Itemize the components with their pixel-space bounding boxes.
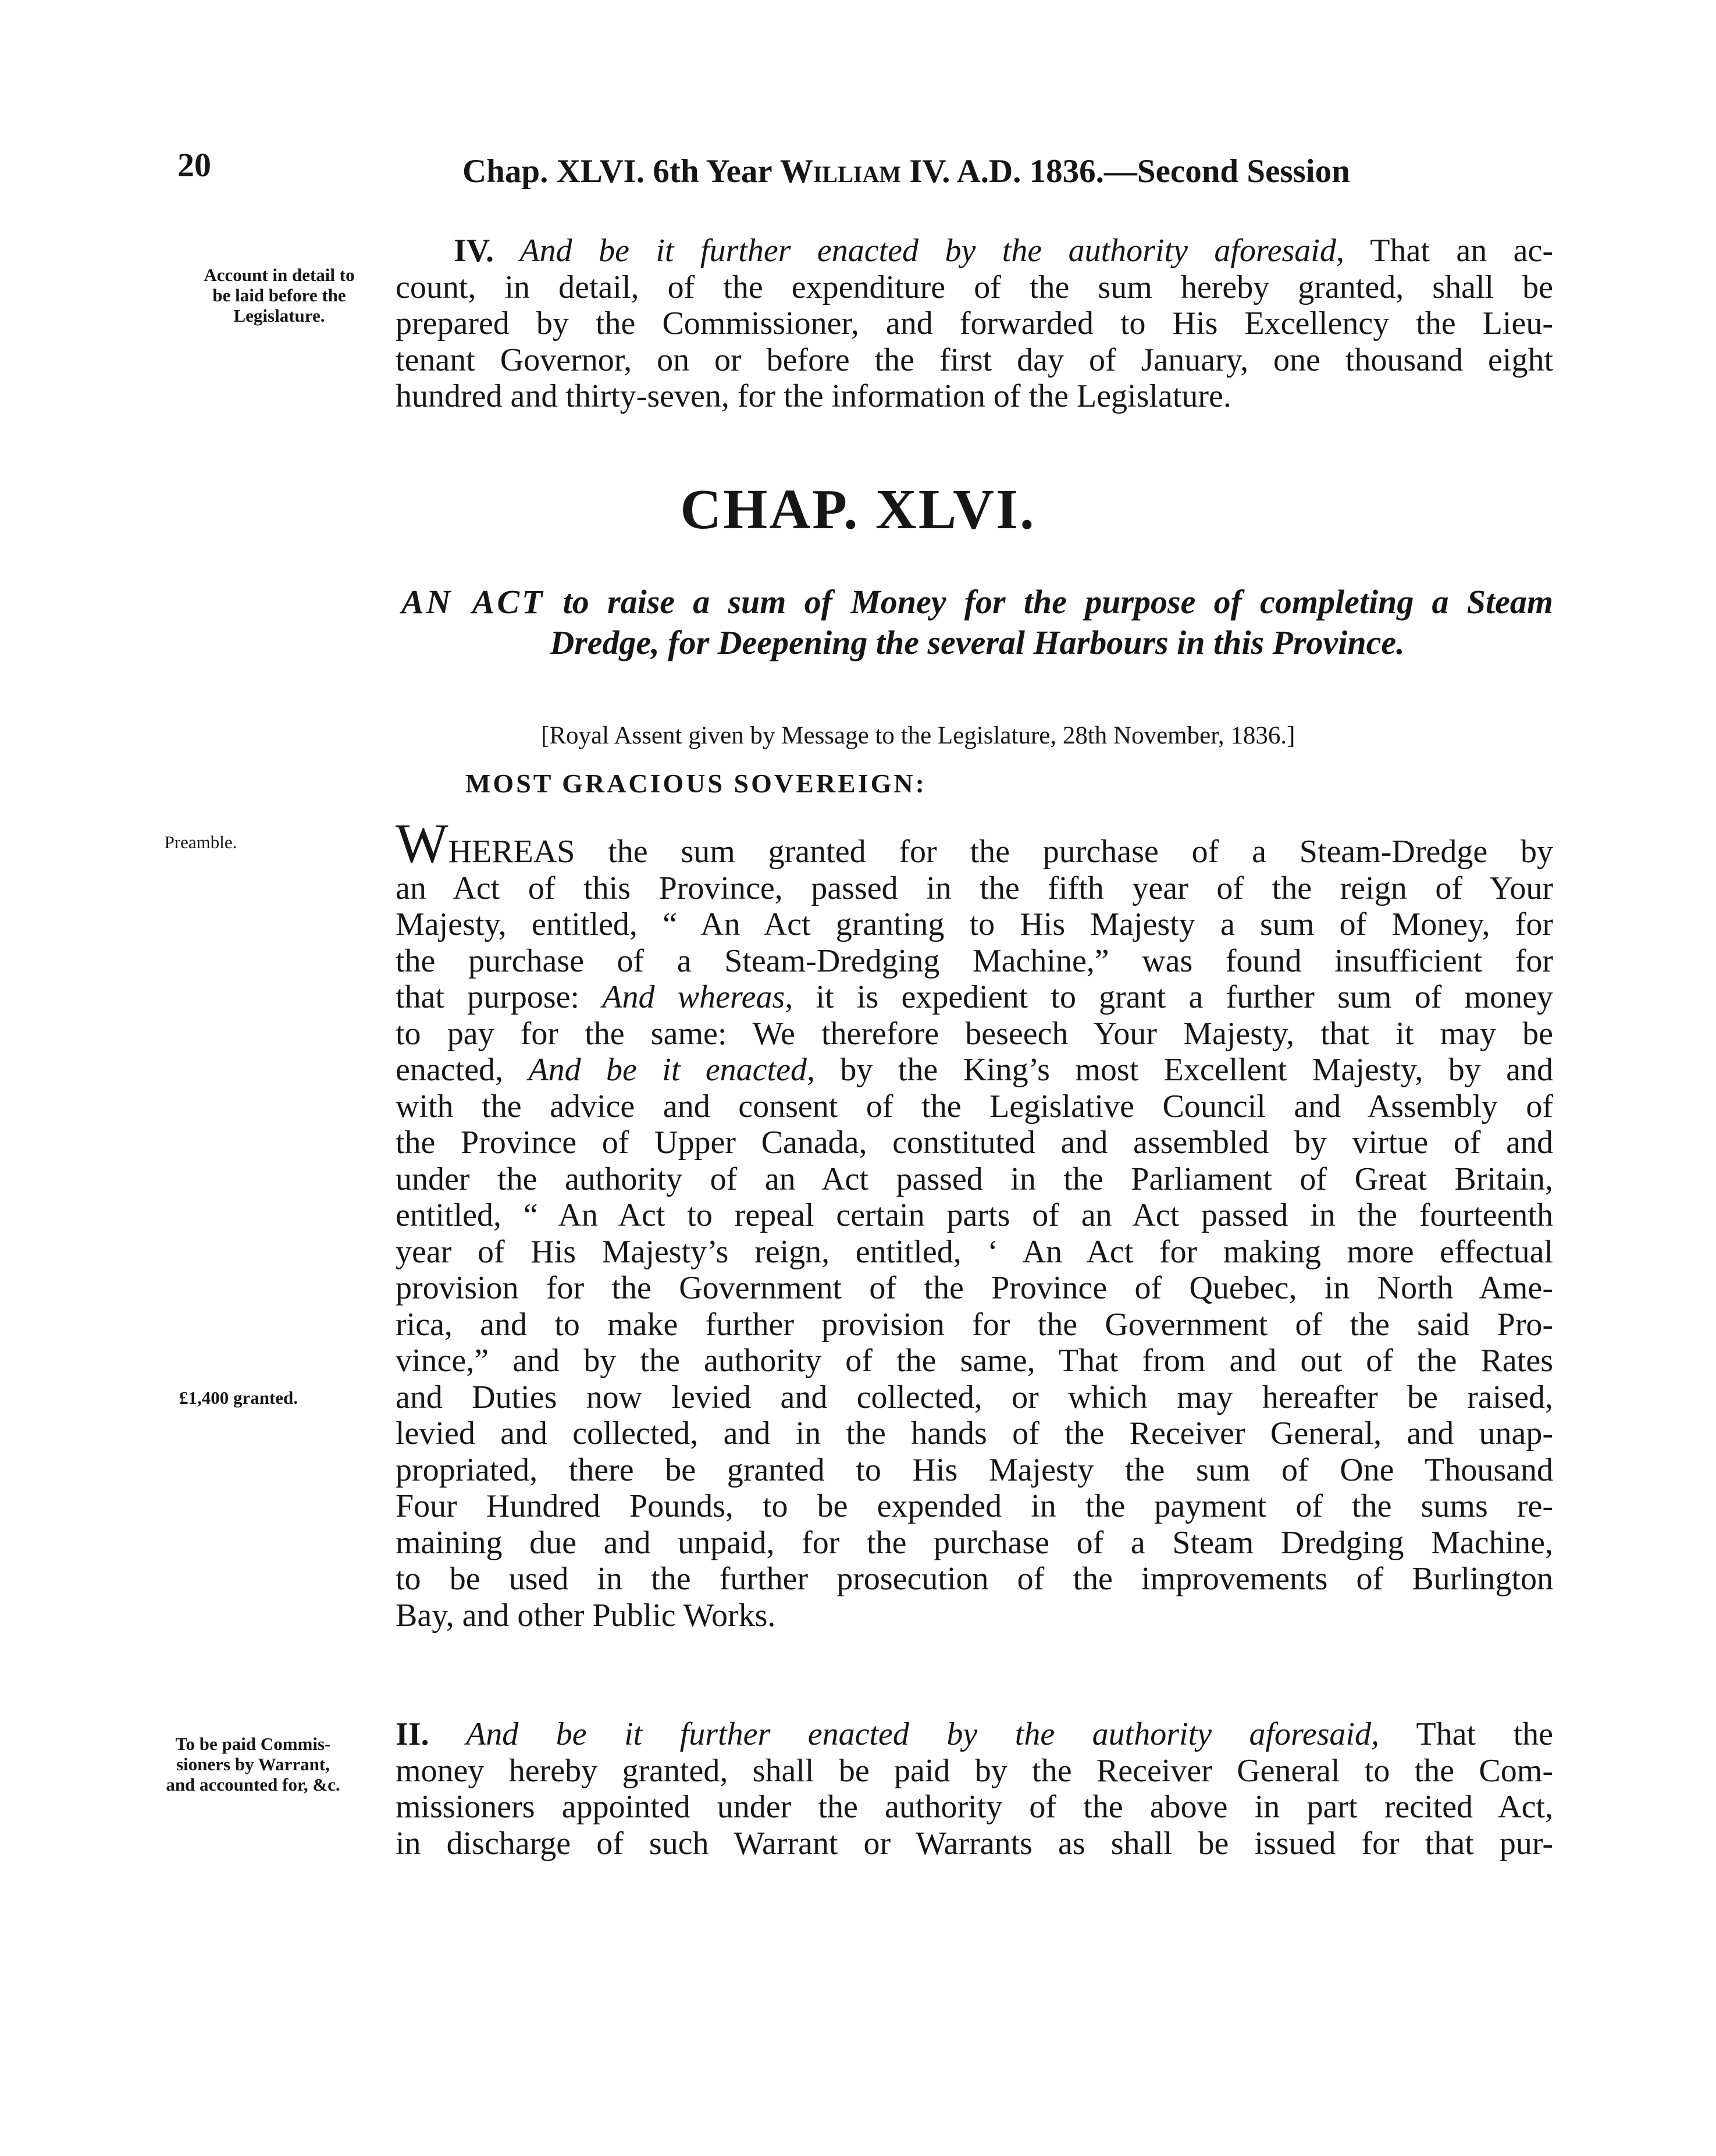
margin-note-line: £1,400 granted. bbox=[179, 1387, 298, 1408]
preamble-line: propriated, there be granted to His Majesty the sum of One Thousand bbox=[396, 1451, 1553, 1488]
section-ii-line: in discharge of such Warrant or Warrants as shall be issued for that pur- bbox=[396, 1825, 1553, 1862]
act-title bbox=[401, 582, 1553, 663]
preamble-section bbox=[396, 812, 1554, 1634]
margin-note-paid bbox=[137, 1734, 369, 1795]
running-head-start: Chap. XLVI. 6th Year bbox=[462, 153, 780, 190]
section-iv-text: That an ac- bbox=[1344, 233, 1553, 269]
section-iv-line: hundred and thirty-seven, for the information of the Legislature. bbox=[396, 378, 1231, 414]
section-ii-line bbox=[396, 1716, 1553, 1753]
preamble-text: the sum granted for the purchase of a Steam-Dredge by bbox=[575, 834, 1553, 870]
italic-phrase: And be it enacted, bbox=[528, 1052, 815, 1088]
preamble-text: that purpose: bbox=[396, 979, 603, 1015]
margin-note-line: Preamble. bbox=[164, 832, 237, 852]
margin-note-preamble bbox=[113, 832, 288, 852]
enacting-clause: And be it further enacted by the authority aforesaid, bbox=[429, 1716, 1379, 1752]
preamble-line: to pay for the same: We therefore beseech Your Majesty, that it may be bbox=[396, 1015, 1553, 1052]
margin-note-line: be laid before the bbox=[212, 285, 346, 305]
section-iv-line: prepared by the Commissioner, and forwarded to His Excellency the Lieu- bbox=[396, 305, 1553, 341]
preamble-text: it is expedient to grant a further sum of money bbox=[793, 979, 1554, 1015]
opening-word: HEREAS bbox=[448, 834, 575, 870]
act-title-line: Dredge, for Deepening the several Harbours in this Province. bbox=[550, 624, 1405, 661]
preamble-line: Four Hundred Pounds, to be expended in the payment of the sums re- bbox=[396, 1488, 1553, 1524]
margin-note-line: To be paid Commis- bbox=[175, 1734, 331, 1754]
section-number: IV. bbox=[454, 233, 494, 269]
preamble-line: entitled, “ An Act to repeal certain parts of an Act passed in the fourteenth bbox=[396, 1197, 1553, 1233]
margin-note-line: Account in detail to bbox=[204, 265, 355, 285]
preamble-line: vince,” and by the authority of the same, That from and out of the Rates bbox=[396, 1343, 1553, 1379]
preamble-line: the purchase of a Steam-Dredging Machine,” was found insufficient for bbox=[396, 942, 1553, 979]
page-number: 20 bbox=[177, 146, 211, 184]
act-title-text: to raise a sum of Money for the purpose of completing a Steam bbox=[544, 583, 1553, 621]
margin-note-line: sioners by Warrant, bbox=[176, 1754, 330, 1774]
preamble-text: by the King’s most Excellent Majesty, by and bbox=[814, 1052, 1554, 1088]
enacting-clause: And be it further enacted by the authority aforesaid, bbox=[494, 233, 1344, 269]
section-iv bbox=[396, 233, 1553, 415]
preamble-line bbox=[396, 1052, 1553, 1088]
preamble-line bbox=[396, 979, 1553, 1016]
drop-cap: W bbox=[396, 812, 448, 874]
running-head-end: IV. A.D. 1836.—Second Session bbox=[900, 153, 1350, 190]
preamble-line: Majesty, entitled, “ An Act granting to His Majesty a sum of Money, for bbox=[396, 906, 1553, 942]
section-ii-line: money hereby granted, shall be paid by the Receiver General to the Com- bbox=[396, 1752, 1553, 1789]
preamble-line: maining due and unpaid, for the purchase of a Steam Dredging Machine, bbox=[396, 1524, 1553, 1561]
section-ii-text: That the bbox=[1379, 1716, 1553, 1752]
preamble-line: year of His Majesty’s reign, entitled, ‘ An Act for making more effectual bbox=[396, 1233, 1553, 1270]
preamble-line: Bay, and other Public Works. bbox=[396, 1597, 776, 1634]
margin-note-granted bbox=[143, 1387, 334, 1408]
margin-note-line: and accounted for, &c. bbox=[166, 1774, 340, 1795]
preamble-line: to be used in the further prosecution of the improvements of Burlington bbox=[396, 1561, 1553, 1597]
preamble-line: an Act of this Province, passed in the fifth year of the reign of Your bbox=[396, 870, 1553, 906]
royal-assent: [Royal Assent given by Message to the Legislature, 28th November, 1836.] bbox=[541, 722, 1295, 749]
preamble-text: enacted, bbox=[396, 1052, 529, 1088]
act-title-line bbox=[401, 582, 1553, 622]
section-iv-line bbox=[396, 233, 1553, 269]
preamble-line: provision for the Government of the Province of Quebec, in North Ame- bbox=[396, 1270, 1553, 1306]
salutation: MOST GRACIOUS SOVEREIGN: bbox=[465, 769, 927, 798]
running-head bbox=[462, 152, 1539, 190]
preamble-line: and Duties now levied and collected, or which may hereafter be raised, bbox=[396, 1379, 1553, 1415]
section-ii-line: missioners appointed under the authority of the above in part recited Act, bbox=[396, 1789, 1553, 1825]
preamble-line: rica, and to make further provision for the Government of the said Pro- bbox=[396, 1306, 1553, 1343]
chapter-title: CHAP. XLVI. bbox=[680, 478, 1036, 541]
running-head-king: William bbox=[779, 153, 901, 190]
section-iv-line: count, in detail, of the expenditure of the sum hereby granted, shall be bbox=[396, 269, 1553, 305]
section-iv-line: tenant Governor, on or before the first day of January, one thousand eight bbox=[396, 341, 1553, 378]
margin-note-line: Legislature. bbox=[233, 305, 325, 326]
margin-note-account bbox=[157, 265, 401, 326]
italic-phrase: And whereas, bbox=[602, 979, 793, 1015]
preamble-line bbox=[396, 812, 1553, 874]
preamble-line: levied and collected, and in the hands of the Receiver General, and unap- bbox=[396, 1415, 1553, 1451]
preamble-line: the Province of Upper Canada, constituted and assembled by virtue of and bbox=[396, 1125, 1553, 1161]
section-ii bbox=[396, 1716, 1553, 1862]
act-label: AN ACT bbox=[401, 583, 545, 621]
preamble-line: with the advice and consent of the Legislative Council and Assembly of bbox=[396, 1088, 1553, 1125]
section-number: II. bbox=[396, 1716, 429, 1752]
preamble-line: under the authority of an Act passed in the Parliament of Great Britain, bbox=[396, 1161, 1553, 1197]
